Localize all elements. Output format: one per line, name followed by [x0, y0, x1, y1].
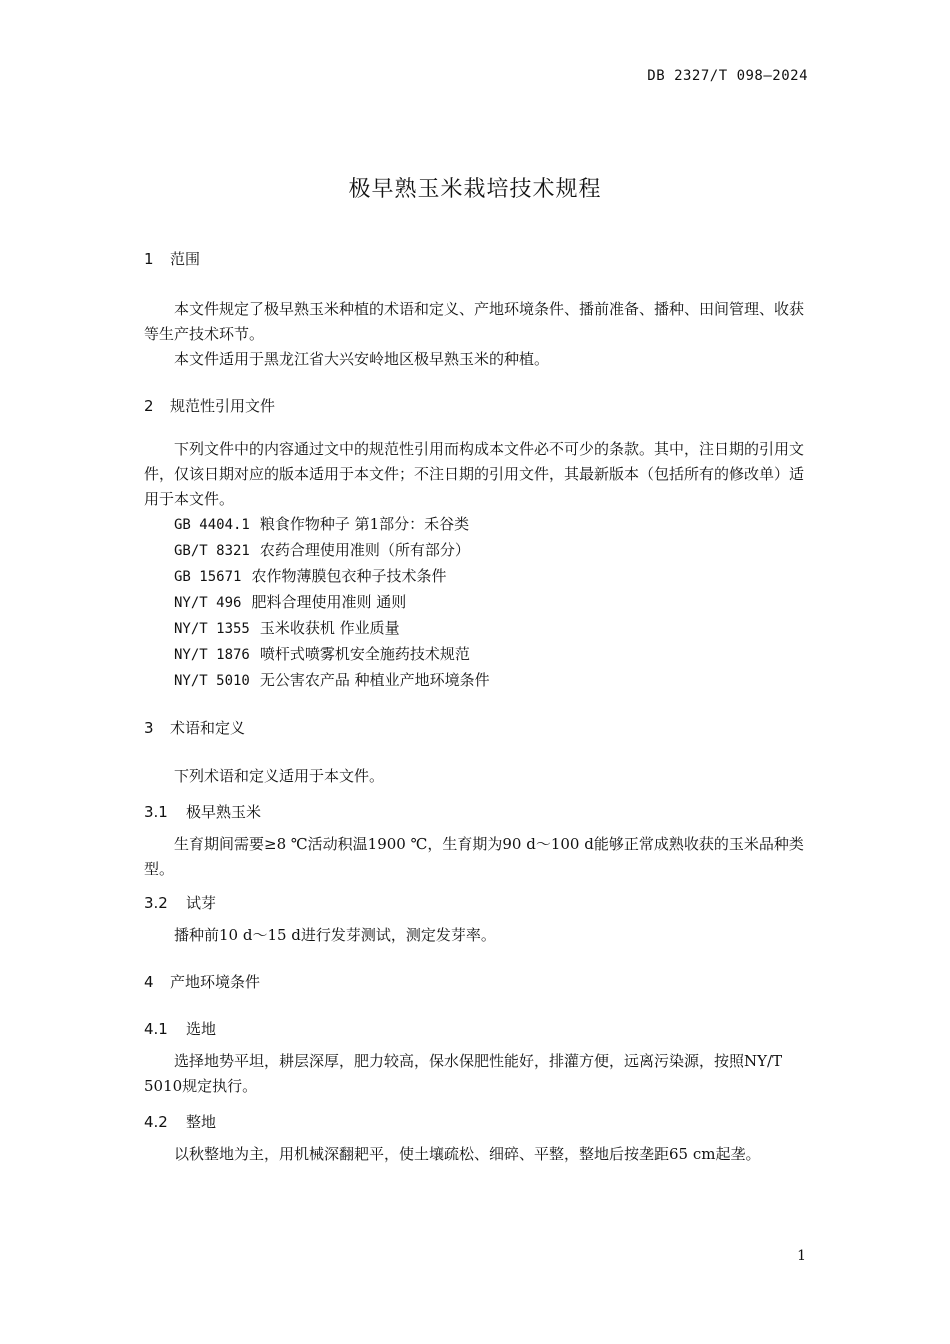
reference-code: NY/T 1876 — [174, 647, 250, 663]
reference-name: 喷杆式喷雾机安全施药技术规范 — [259, 645, 470, 663]
section-4-2-paragraph: 以秋整地为主，用机械深翻耙平，使土壤疏松、细碎、平整，整地后按垄距65 cm起垄。 — [174, 1145, 761, 1163]
section-4-2-heading: 4.2 整地 — [144, 1113, 217, 1131]
reference-item — [144, 538, 808, 564]
reference-code: NY/T 5010 — [174, 673, 250, 689]
reference-list — [144, 512, 808, 694]
section-3-heading: 3 术语和定义 — [144, 719, 246, 737]
reference-item — [144, 564, 808, 590]
reference-item — [144, 590, 808, 616]
section-3-1-paragraph: 生育期间需要≥8 ℃活动积温1900 ℃，生育期为90 d～100 d能够正常成熟收获的玉米品种类型。 — [144, 835, 804, 878]
reference-code: GB 15671 — [174, 569, 242, 585]
section-3-paragraph: 下列术语和定义适用于本文件。 — [174, 767, 385, 785]
section-4-heading: 4 产地环境条件 — [144, 973, 261, 991]
reference-code: NY/T 1355 — [174, 621, 250, 637]
reference-name: 肥料合理使用准则 通则 — [251, 593, 407, 611]
section-1-paragraph: 本文件规定了极早熟玉米种植的术语和定义、产地环境条件、播前准备、播种、田间管理、收获等生产技术环节。 — [144, 300, 805, 343]
reference-item — [144, 512, 808, 538]
section-3-2-heading: 3.2 试芽 — [144, 894, 217, 912]
reference-name: 农作物薄膜包衣种子技术条件 — [251, 567, 447, 585]
section-3-2-paragraph: 播种前10 d～15 d进行发芽测试，测定发芽率。 — [174, 926, 496, 944]
reference-item — [144, 616, 808, 642]
section-1-paragraph: 本文件适用于黑龙江省大兴安岭地区极早熟玉米的种植。 — [174, 350, 550, 368]
document-body — [144, 248, 808, 1167]
section-3-1-heading: 3.1 极早熟玉米 — [144, 803, 262, 821]
standard-code: DB 2327/T 098—2024 — [647, 68, 808, 84]
reference-code: GB/T 8321 — [174, 543, 250, 559]
reference-name: 粮食作物种子 第1部分：禾谷类 — [259, 515, 470, 533]
section-4-1-heading: 4.1 选地 — [144, 1020, 217, 1038]
section-2-paragraph: 下列文件中的内容通过文中的规范性引用而构成本文件必不可少的条款。其中，注日期的引用文件，仅该日期对应的版本适用于本文件；不注日期的引用文件，其最新版本（包括所有的修改单）适用于本文件。 — [144, 440, 805, 508]
reference-code: GB 4404.1 — [174, 517, 250, 533]
reference-item — [144, 642, 808, 668]
section-1-heading: 1 范围 — [144, 250, 201, 268]
section-2-heading: 2 规范性引用文件 — [144, 397, 276, 415]
document-title: 极早熟玉米栽培技术规程 — [348, 177, 602, 202]
reference-item — [144, 668, 808, 694]
reference-code: NY/T 496 — [174, 595, 242, 611]
reference-name: 无公害农产品 种植业产地环境条件 — [259, 671, 490, 689]
page-number: 1 — [797, 1248, 806, 1264]
section-4-1-paragraph: 选择地势平坦，耕层深厚，肥力较高，保水保肥性能好，排灌方便，远离污染源，按照NY/T 5010规定执行。 — [144, 1052, 783, 1095]
reference-name: 玉米收获机 作业质量 — [259, 619, 400, 637]
reference-name: 农药合理使用准则（所有部分） — [259, 541, 470, 559]
